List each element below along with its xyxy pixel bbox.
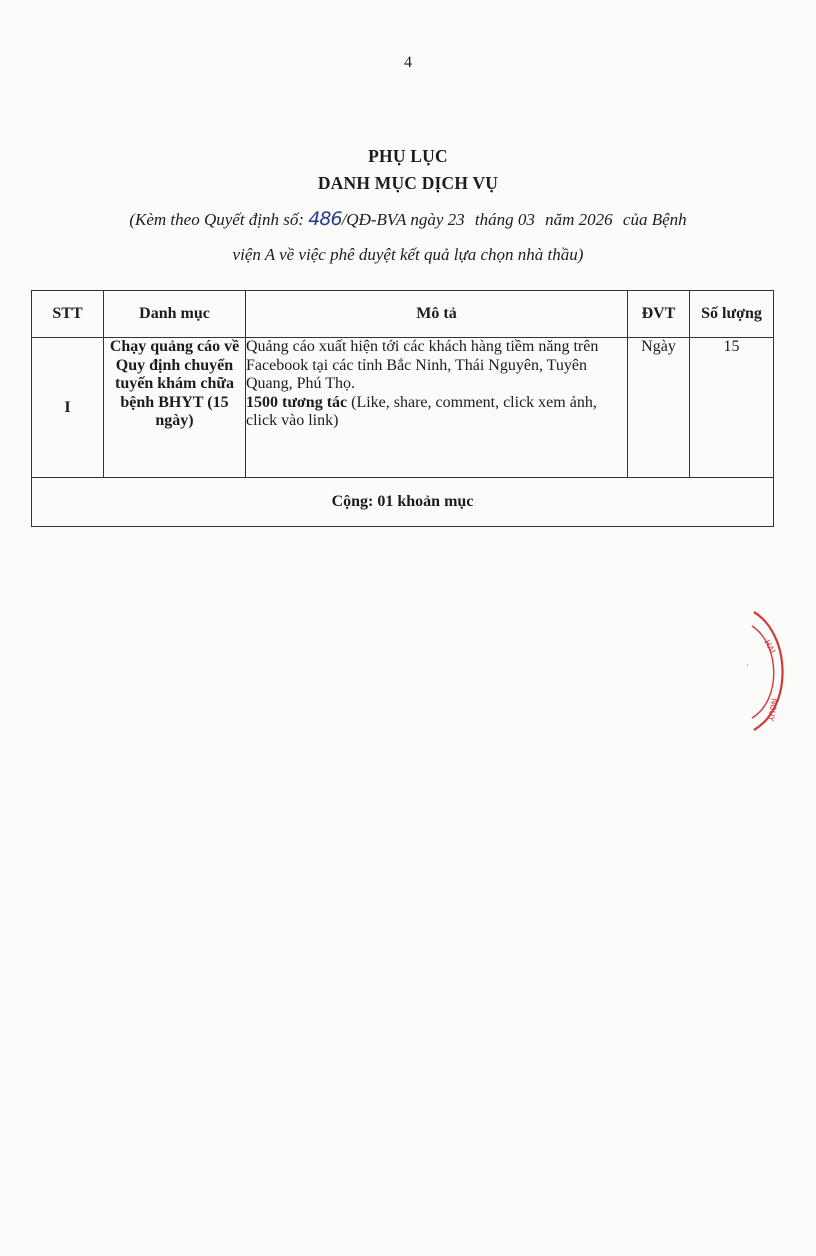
header-unit: ĐVT [628, 291, 690, 338]
description-interactions: 1500 tương tác [246, 393, 348, 411]
decision-prefix: (Kèm theo Quyết định số: [129, 210, 305, 229]
decision-reference-line2: viện A về việc phê duyệt kết quả lựa chọn nhà thầu) [232, 245, 584, 264]
description-details: (Like, share, comment, click xem ảnh, click vào link) [246, 393, 597, 429]
header-category: Danh mục [104, 291, 246, 338]
decision-suffix: /QĐ-BVA ngày [341, 210, 444, 229]
appendix-title: PHỤ LỤC [368, 146, 448, 166]
decision-tail: của Bệnh [622, 210, 687, 229]
decision-month: 03 [517, 210, 535, 229]
header-description: Mô tả [246, 291, 628, 338]
table-total-row [32, 478, 774, 527]
total-count: Cộng: 01 khoản mục [32, 478, 774, 527]
page-number: 4 [404, 54, 412, 71]
row-category: Chạy quảng cáo về Quy định chuyển tuyến khám chữa bệnh BHYT (15 ngày) [104, 338, 246, 478]
decision-reference [0, 208, 816, 230]
row-quantity: 15 [690, 338, 774, 478]
decision-year: 2026 [578, 210, 613, 229]
row-unit: Ngày [628, 338, 690, 478]
row-description [246, 338, 628, 478]
decision-number-handwritten: 486 [308, 208, 342, 230]
table-header-row [32, 291, 774, 338]
table-row [32, 338, 774, 478]
svg-text:NGUY: NGUY [766, 697, 779, 722]
decision-day: 23 [447, 210, 465, 229]
row-stt: I [32, 338, 104, 478]
year-label: năm [545, 210, 575, 229]
description-text: Quảng cáo xuất hiện tới các khách hàng tiềm năng trên Facebook tại các tỉnh Bắc Ninh, Thái Nguyên, Tuyên Quang, Phú Thọ. [246, 338, 599, 392]
svg-text:·: · [746, 661, 749, 671]
header-quantity: Số lượng [690, 291, 774, 338]
red-seal-stamp [742, 606, 802, 736]
service-catalog-table [31, 290, 774, 527]
month-label: tháng [474, 210, 514, 229]
header-stt: STT [32, 291, 104, 338]
catalog-title: DANH MỤC DỊCH VỤ [317, 173, 499, 193]
svg-text:HAI: HAI [762, 638, 777, 656]
